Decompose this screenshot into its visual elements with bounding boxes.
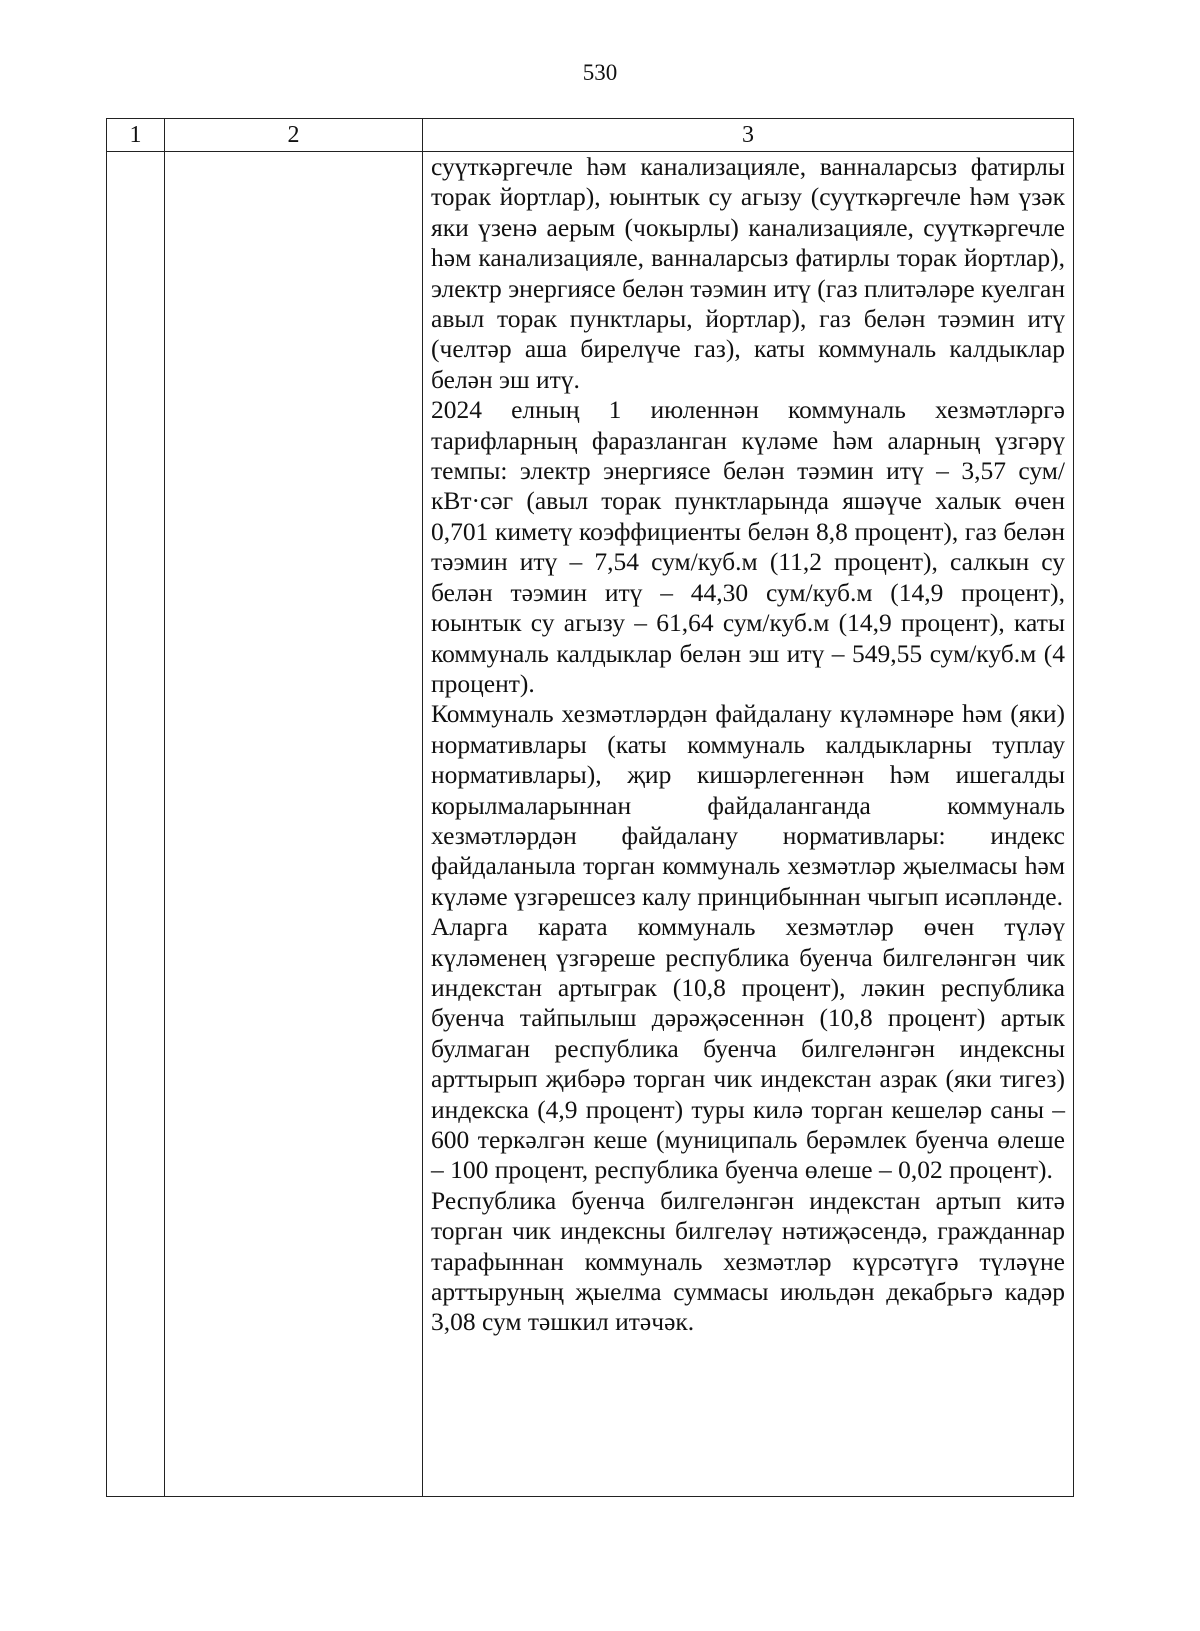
- column-header-2: 2: [165, 119, 423, 152]
- table-cell-col3: [423, 152, 1074, 1497]
- column-header-3: 3: [423, 119, 1074, 152]
- paragraph-population: Аларга карата коммуналь хезмәтләр өчен түләү күләменең үзгәреше республика буенча билгеләнгән чик индекстан артыграк (10,8 процент), ләкин республика буенча тайпылыш дәрәҗәсеннән (10,8 процент) артык булмаган республика буенча билгеләнгән индексны арттырып җибәрә торган чик индекстан азрак (яки тигез) индекска (4,9 процент) туры килә торган кешеләр саны – 600 теркәлгән кеше (муниципаль берәмлек буенча өлеше – 100 процент, республика буенча өлеше – 0,02 процент).: [431, 912, 1065, 1185]
- document-table: [106, 118, 1074, 1497]
- paragraph-summary: Республика буенча билгеләнгән индекстан артып китә торган чик индексны билгеләү нәтиҗәсендә, гражданнар тарафыннан коммуналь хезмәтләр күрсәтүгә түләүне арттыруның җыелма суммасы июльдән декабрьгә кадәр 3,08 сум тәшкил итәчәк.: [431, 1185, 1065, 1337]
- paragraph-continuation: суүткәргечле һәм канализацияле, ванналарсыз фатирлы торак йортлар), юынтык су агызу (суүткәргечле һәм үзәк яки үзенә аерым (чокырлы) канализацияле, суүткәргечле һәм канализацияле, ванналарсыз фатирлы торак йортлар), электр энергиясе белән тәэмин итү (газ плитәләре куелган авыл торак пунктлары, йортлар), газ белән тәэмин итү (челтәр аша бирелүче газ), каты коммуналь калдыклар белән эш итү.: [431, 152, 1065, 394]
- column-header-1: 1: [107, 119, 165, 152]
- table-cell-col2: [165, 152, 423, 1497]
- table-cell-col1: [107, 152, 165, 1497]
- table-header-row: [107, 119, 1074, 152]
- paragraph-tariffs: 2024 елның 1 июленнән коммуналь хезмәтләргә тарифларның фаразланган күләме һәм аларның үзгәрү темпы: электр энергиясе белән тәэмин итү – 3,57 сум/кВт·сәг (авыл торак пунктларында яшәүче халык өчен 0,701 киметү коэффициенты белән 8,8 процент), газ белән тәэмин итү – 7,54 сум/куб.м (11,2 процент), салкын су белән тәэмин итү – 44,30 сум/куб.м (14,9 процент), юынтык су агызу – 61,64 сум/куб.м (14,9 процент), каты коммуналь калдыклар белән эш итү – 549,55 сум/куб.м (4 процент).: [431, 395, 1065, 698]
- page-number: 530: [582, 60, 618, 85]
- paragraph-norms: Коммуналь хезмәтләрдән файдалану күләмнәре һәм (яки) нормативлары (каты коммуналь калдыкларны туплау нормативлары), җир кишәрлегеннән һәм ишегалды корылмаларыннан файдаланганда коммуналь хезмәтләрдән файдалану нормативлары: индекс файдаланыла торган коммуналь хезмәтләр җыелмасы һәм күләме үзгәрешсез калу принцибыннан чыгып исәпләнде.: [431, 699, 1065, 911]
- table-row: [107, 152, 1074, 1497]
